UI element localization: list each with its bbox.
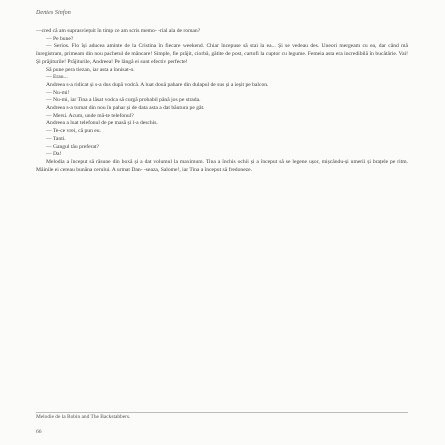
dialog-line: Melodia a început să răsune din boxă și a dat volumul la maximum. Tina a închis ochii și a început să se legene ușor, mișcându-și umerii și brațele pe ritm. Mâinile ei cereau bunăna cerului. A urmat Dan- ‑seaza, Salome!, iar Tina a început să fredoneze. bbox=[36, 158, 408, 173]
dialog-line: Andreea s-a ridicat și s-a dus după vodcă. A luat două pahare din dulapul de sus și a ieșit pe balcon. bbox=[46, 81, 269, 88]
dialog-line: — Erau... bbox=[46, 74, 68, 81]
dialog-line: Andreea s-a turnat din nou în pahar și de data asta a dat băutura pe gât. bbox=[46, 105, 205, 112]
paragraph: Să pune pera tiezan, iar asta a înnisat-o. bbox=[46, 66, 135, 73]
paragraph: —cred că am suprasviețuit în timp ce am scris memo- ‑rial ala de roman? bbox=[36, 28, 201, 34]
dialog-line: — Pe bune? bbox=[46, 35, 74, 42]
footnote-rule bbox=[36, 412, 408, 413]
dialog-line: — Da! bbox=[46, 151, 62, 158]
dialog-line: — Te-ce vrei, că pun eu. bbox=[46, 128, 101, 135]
dialog-line: Andreea a luat telefonul de pe masă și l-a deschis. bbox=[46, 120, 158, 127]
dialog-line: — Gangul tău preferat? bbox=[46, 143, 99, 150]
dialog-line: — Mersi. Acum, unde mă-te telefonul? bbox=[46, 112, 134, 119]
body-text bbox=[36, 28, 408, 174]
dialog-line: — Nu-mi! bbox=[46, 89, 70, 96]
page-number: 66 bbox=[36, 429, 42, 435]
dialog-line: — Nu-mi, iar Tina a lăsat vodca să curgă probabil până jos pe strada. bbox=[46, 97, 201, 104]
running-header: Dentes Sinfon bbox=[36, 10, 71, 16]
dialog-line: — Tanti. bbox=[46, 135, 66, 142]
footnote: Melodie de la Robin and The Backstabbers. bbox=[36, 414, 131, 420]
dialog-line: — Serios. Flo își aducea aminte de la Cristina în fiecare weekend. Chiar începuse să stai la ea... Și se vedeau des. Uneori mergeam cu ea, dar când mă înregistram, primeam din nou pachetul de mâncare! Simple, fie prăjit, ciorbă, gătite de post, cartofi la cuptor cu legume. Femeia asta era incredibilă în bucătărie. Vai! Și prăjiturile! Prăjiturile, Andreea! Pe lângă ei sunt efectiv perfecte! bbox=[36, 43, 408, 65]
